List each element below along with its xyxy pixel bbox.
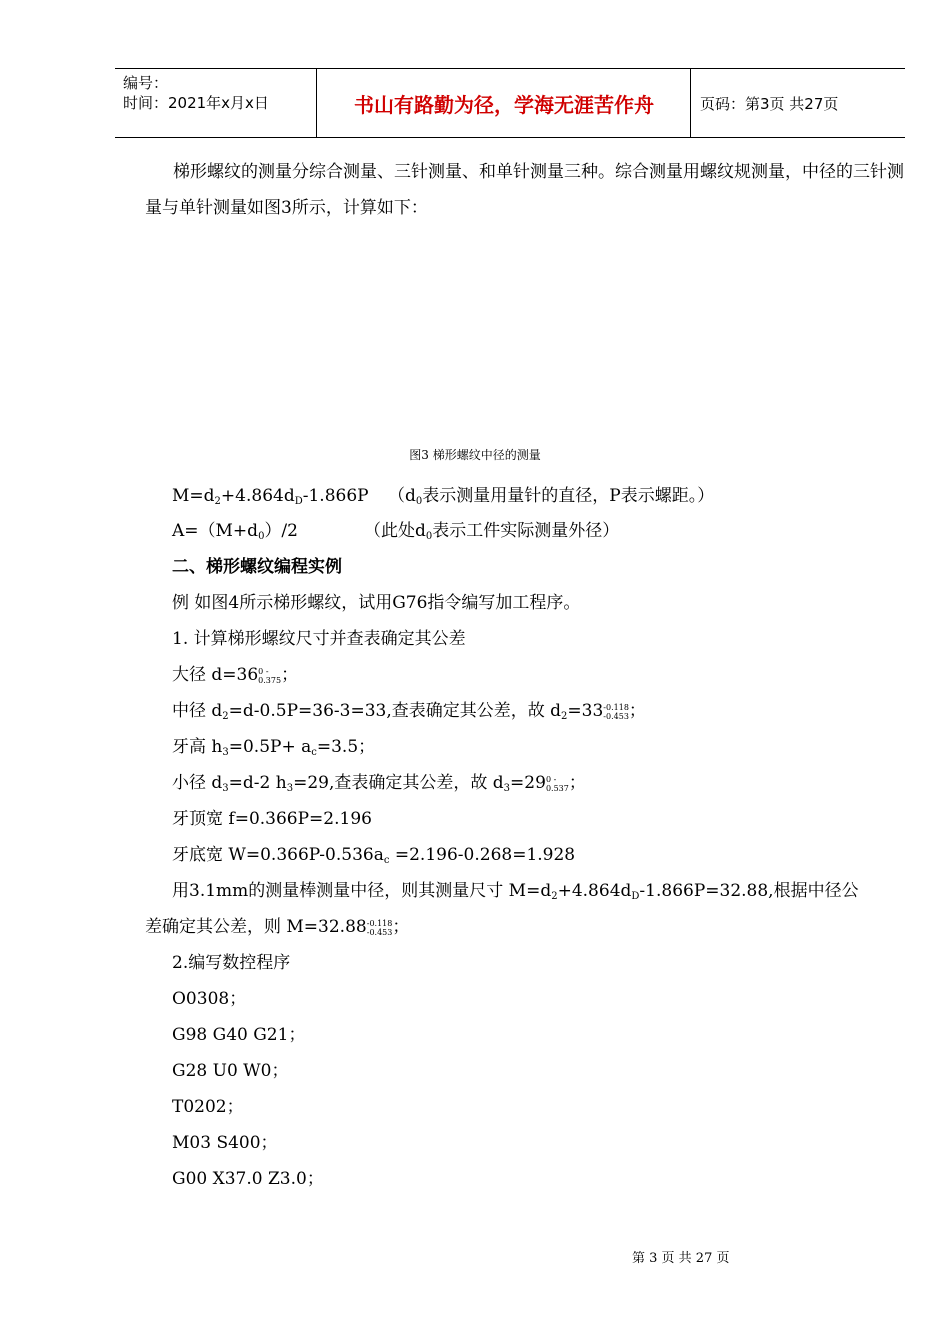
example-text: 例 如图4所示梯形螺纹，试用G76指令编写加工程序。 bbox=[172, 593, 581, 613]
tolerance bbox=[258, 667, 281, 685]
header-meta bbox=[123, 73, 269, 113]
tol-upper: 0 bbox=[545, 774, 552, 784]
tol-upper: -0.118 bbox=[366, 918, 393, 928]
subscript: 3 bbox=[222, 783, 229, 794]
formula-text: M=d bbox=[172, 486, 215, 506]
formula-text: 大径 d=36 bbox=[172, 665, 259, 685]
formula-text: =d-2 h bbox=[228, 773, 287, 793]
formula-text: 牙底宽 W=0.366P-0.536a bbox=[172, 845, 384, 865]
code-line: T0202； bbox=[172, 1097, 244, 1117]
subscript: c bbox=[311, 747, 317, 758]
formula-text: A=（M+d bbox=[172, 521, 259, 541]
section-title: 二、梯形螺纹编程实例 bbox=[172, 557, 342, 577]
step-1: 1. 计算梯形螺纹尺寸并查表确定其公差 bbox=[172, 629, 466, 649]
formula-text: 用3.1mm的测量棒测量中径，则其测量尺寸 M=d bbox=[172, 881, 552, 901]
tol-dash: - bbox=[553, 774, 557, 784]
tol-upper: 0 bbox=[258, 666, 264, 676]
formula-note: （d bbox=[388, 486, 416, 506]
formula-text: -1.866P bbox=[302, 486, 369, 506]
page-footer: 第 3 页 共 27 页 bbox=[632, 1251, 730, 1266]
header-slogan: 书山有路勤为径，学海无涯苦作舟 bbox=[354, 92, 654, 117]
formula-text: 小径 d bbox=[172, 773, 223, 793]
formula-text: =29,查表确定其公差，故 d bbox=[293, 773, 504, 793]
figure-caption: 图3 梯形螺纹中径的测量 bbox=[409, 448, 541, 462]
code-line: G98 G40 G21； bbox=[172, 1025, 306, 1045]
code-line: G28 U0 W0； bbox=[172, 1061, 289, 1081]
root-width bbox=[172, 840, 575, 866]
subscript: 3 bbox=[222, 747, 229, 758]
formula-text: =29 bbox=[510, 773, 546, 793]
subscript: 2 bbox=[222, 711, 229, 722]
formula-text: ； bbox=[281, 665, 299, 685]
formula-text: 差确定其公差，则 M=32.88 bbox=[145, 917, 367, 937]
code-line: O0308； bbox=[172, 989, 247, 1009]
code-line: M03 S400； bbox=[172, 1133, 278, 1153]
subscript: 3 bbox=[503, 783, 511, 794]
measure-line-2 bbox=[145, 912, 409, 937]
header-time: 时间：2021年x月x日 bbox=[123, 94, 269, 112]
intro-paragraph: 梯形螺纹的测量分综合测量、三针测量、和单针测量三种。综合测量用螺纹规测量，中径的三针测量与单针测量如图3所示，计算如下： bbox=[145, 162, 904, 218]
tol-lower: 0.537 bbox=[545, 783, 569, 793]
subscript: D bbox=[294, 496, 303, 507]
formula-note: 表示工件实际测量外径） bbox=[432, 521, 620, 541]
formula-text: =0.5P+ a bbox=[228, 737, 312, 757]
step-2: 2.编写数控程序 bbox=[172, 953, 291, 973]
tol-lower: -0.453 bbox=[366, 927, 393, 937]
formula-text: ； bbox=[628, 701, 646, 721]
tol-dash: - bbox=[265, 666, 269, 676]
tol-upper: -0.118 bbox=[603, 702, 629, 712]
formula-text: +4.864d bbox=[557, 881, 632, 901]
subscript: 0 bbox=[425, 531, 433, 542]
formula-text: ； bbox=[568, 773, 586, 793]
formula-text: ； bbox=[392, 917, 410, 937]
formula-m bbox=[172, 481, 714, 507]
measure-line-1 bbox=[172, 876, 859, 902]
tol-lower: 0.375 bbox=[258, 675, 282, 685]
minor-diameter bbox=[172, 768, 586, 794]
code-line: G00 X37.0 Z3.0； bbox=[172, 1169, 324, 1189]
header-page-label: 页码：第3页 共27页 bbox=[700, 94, 839, 113]
formula-note: 表示测量用量针的直径，P表示螺距。） bbox=[422, 486, 715, 506]
formula-text: ）/2 bbox=[264, 521, 298, 541]
tooth-height bbox=[172, 732, 375, 758]
formula-text: =33 bbox=[567, 701, 604, 721]
formula-text: =3.5； bbox=[316, 737, 376, 757]
header-number: 编号： bbox=[123, 74, 169, 92]
formula-a-note bbox=[364, 516, 619, 542]
formula-text: =d-0.5P=36-3=33,查表确定其公差，故 d bbox=[228, 701, 562, 721]
tol-lower: -0.453 bbox=[603, 711, 629, 721]
page-header bbox=[115, 68, 905, 138]
subscript: 2 bbox=[214, 496, 221, 507]
tolerance bbox=[603, 703, 629, 721]
subscript: 0 bbox=[258, 531, 265, 542]
subscript: c bbox=[383, 855, 390, 866]
formula-note: （此处d bbox=[364, 521, 426, 541]
subscript: 2 bbox=[551, 891, 558, 902]
formula-a bbox=[172, 516, 620, 542]
formula-text: =2.196-0.268=1.928 bbox=[389, 845, 576, 865]
formula-text: 中径 d bbox=[172, 701, 223, 721]
tolerance bbox=[367, 919, 393, 937]
formula-text: +4.864d bbox=[220, 486, 295, 506]
formula-text: 牙高 h bbox=[172, 737, 223, 757]
pitch-diameter bbox=[172, 696, 646, 722]
tolerance bbox=[546, 775, 569, 793]
crest-width: 牙顶宽 f=0.366P=2.196 bbox=[172, 809, 372, 829]
subscript: D bbox=[631, 891, 640, 902]
subscript: 3 bbox=[286, 783, 294, 794]
subscript: 2 bbox=[561, 711, 568, 722]
formula-text: -1.866P=32.88,根据中径公 bbox=[639, 881, 859, 901]
major-diameter bbox=[172, 660, 298, 685]
subscript: 0 bbox=[415, 496, 423, 507]
